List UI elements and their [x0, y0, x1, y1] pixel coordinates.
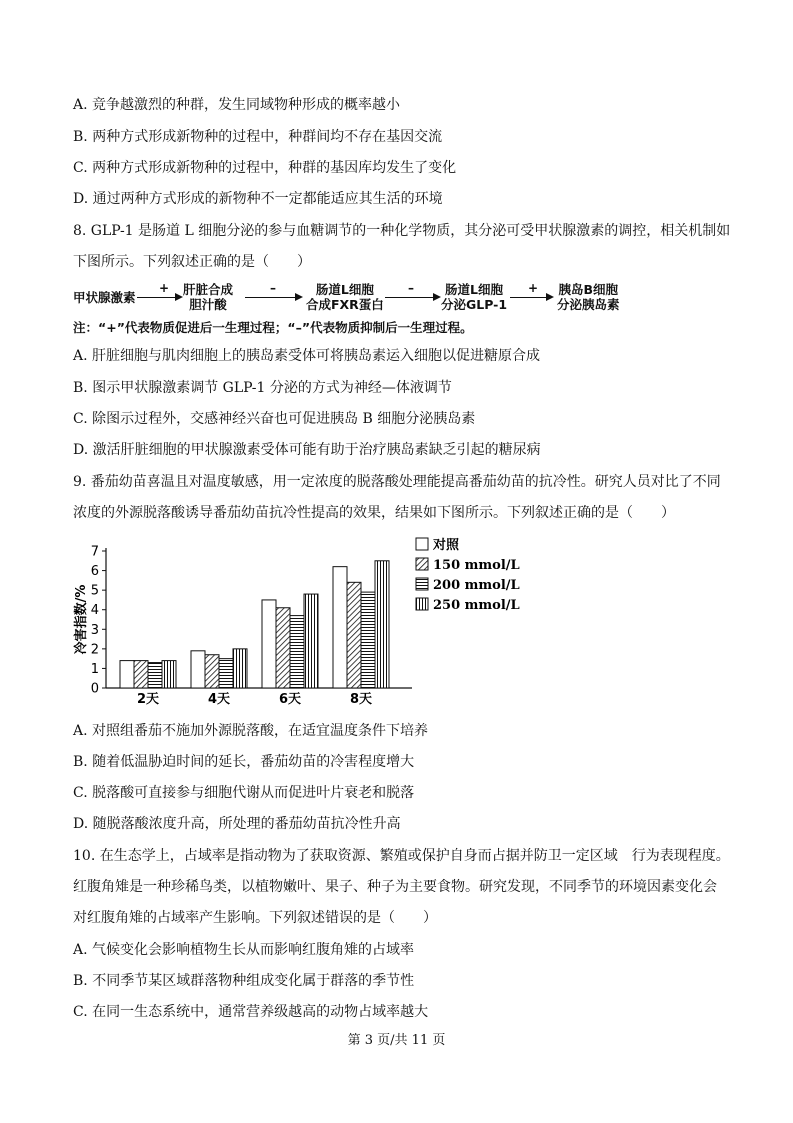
bar — [290, 616, 304, 688]
legend-swatch — [416, 558, 428, 570]
chart-plot-area — [73, 537, 520, 707]
flow-sign-3: – — [408, 281, 414, 295]
bar — [375, 561, 389, 688]
bar — [191, 651, 205, 688]
legend-label: 对照 — [433, 538, 460, 553]
flow-sign-1: + — [159, 281, 170, 295]
y-tick-label: 1 — [90, 661, 99, 677]
y-tick-label: 0 — [90, 681, 99, 697]
flow-node-islet-b-cell-line2: 分泌胰岛素 — [557, 297, 620, 312]
q8-stem-line2: 下图所示。下列叙述正确的是（ ） — [73, 254, 311, 270]
x-tick-label: 6天 — [278, 692, 302, 707]
y-tick-label: 5 — [90, 583, 99, 599]
flow-arrow-1 — [137, 297, 181, 298]
flow-node-l-cell-glp1-line2: 分泌GLP-1 — [441, 297, 508, 312]
legend-label: 250 mmol/L — [433, 598, 520, 613]
q7-option-c: C. 两种方式形成新物种的过程中，种群的基因库均发生了变化 — [73, 160, 457, 176]
q8-note: 注：“+”代表物质促进后一生理过程；“–”代表物质抑制后一生理过程。 — [73, 320, 473, 335]
q9-option-b: B. 随着低温胁迫时间的延长，番茄幼苗的冷害程度增大 — [73, 754, 415, 770]
bar — [233, 649, 247, 688]
q10-option-c: C. 在同一生态系统中，通常营养级越高的动物占域率越大 — [73, 1004, 429, 1020]
y-tick-label: 4 — [90, 603, 99, 619]
q10-stem-line1: 10. 在生态学上，占域率是指动物为了获取资源、繁殖或保护自身而占据并防卫一定区域 行为表现程度。 — [73, 848, 730, 864]
legend-swatch — [416, 538, 428, 550]
y-tick-label: 6 — [90, 564, 99, 580]
bar — [134, 661, 148, 688]
flow-node-l-cell-glp1-line1: 肠道L细胞 — [445, 282, 504, 297]
q10-option-a: A. 气候变化会影响植物生长从而影响红腹角雉的占域率 — [73, 942, 415, 958]
x-tick-label: 8天 — [349, 692, 373, 707]
q7-option-d: D. 通过两种方式形成的新物种不一定都能适应其生活的环境 — [73, 191, 443, 207]
q10-stem-line2: 红腹角雉是一种珍稀鸟类，以植物嫩叶、果子、种子为主要食物。研究发现，不同季节的环境因素变化会 — [73, 879, 717, 895]
q8-option-a: A. 肝脏细胞与肌肉细胞上的胰岛素受体可将胰岛素运入细胞以促进糖原合成 — [73, 348, 541, 364]
flow-sign-2: – — [270, 281, 276, 295]
y-tick-label: 3 — [90, 622, 99, 638]
legend-label: 200 mmol/L — [433, 578, 520, 593]
q8-flow-diagram — [73, 282, 733, 314]
flow-arrow-3 — [385, 297, 439, 298]
q7-option-a: A. 竞争越激烈的种群，发生同域物种形成的概率越小 — [73, 97, 401, 113]
flow-node-islet-b-cell — [557, 282, 620, 312]
legend-swatch — [416, 598, 428, 610]
legend-swatch — [416, 578, 428, 590]
y-tick-label: 2 — [90, 642, 99, 658]
flow-node-liver-line2: 胆汁酸 — [189, 297, 227, 312]
flow-node-islet-b-cell-line1: 胰岛B细胞 — [558, 282, 619, 297]
bar — [347, 582, 361, 688]
q10-stem-line3: 对红腹角雉的占域率产生影响。下列叙述错误的是（ ） — [73, 910, 437, 926]
q8-stem-line1: 8. GLP-1 是肠道 L 细胞分泌的参与血糖调节的一种化学物质，其分泌可受甲状腺激素的调控，相关机制如 — [73, 223, 731, 239]
bar — [205, 655, 219, 688]
flow-arrow-4 — [510, 297, 552, 298]
y-tick-label: 7 — [90, 544, 99, 560]
legend-label: 150 mmol/L — [433, 558, 520, 573]
flow-node-l-cell-glp1 — [441, 282, 507, 312]
flow-node-l-cell-fxr — [306, 282, 384, 312]
x-tick-label: 4天 — [207, 692, 231, 707]
bar — [120, 661, 134, 688]
bar — [262, 600, 276, 688]
q8-option-c: C. 除图示过程外，交感神经兴奋也可促进胰岛 B 细胞分泌胰岛素 — [73, 411, 476, 427]
flow-node-l-cell-fxr-line1: 肠道L细胞 — [315, 282, 374, 297]
bar — [276, 608, 290, 688]
flow-node-l-cell-fxr-line2: 合成FXR蛋白 — [306, 297, 384, 312]
flow-node-liver — [183, 282, 233, 312]
q8-option-b: B. 图示甲状腺激素调节 GLP-1 分泌的方式为神经—体液调节 — [73, 380, 452, 396]
bar — [162, 661, 176, 688]
page-footer: 第 3 页/共 11 页 — [347, 1033, 446, 1048]
q9-bar-chart — [73, 530, 533, 712]
bar — [304, 594, 318, 688]
q9-option-c: C. 脱落酸可直接参与细胞代谢从而促进叶片衰老和脱落 — [73, 785, 415, 801]
bar — [219, 659, 233, 688]
flow-arrow-2 — [245, 297, 301, 298]
flow-node-liver-line1: 肝脏合成 — [183, 282, 234, 297]
x-tick-label: 2天 — [136, 692, 160, 707]
q9-stem-line1: 9. 番茄幼苗喜温且对温度敏感，用一定浓度的脱落酸处理能提高番茄幼苗的抗冷性。研究人员对比了不同 — [73, 474, 721, 490]
y-axis-label: 冷害指数/% — [74, 584, 89, 655]
bar — [333, 567, 347, 688]
flow-sign-4: + — [528, 281, 539, 295]
bar — [148, 663, 162, 688]
bar — [361, 592, 375, 688]
q9-option-a: A. 对照组番茄不施加外源脱落酸，在适宜温度条件下培养 — [73, 723, 429, 739]
flow-node-thyroid-hormone: 甲状腺激素 — [73, 290, 136, 305]
q7-option-b: B. 两种方式形成新物种的过程中，种群间均不存在基因交流 — [73, 129, 443, 145]
q9-stem-line2: 浓度的外源脱落酸诱导番茄幼苗抗冷性提高的效果，结果如下图所示。下列叙述正确的是（ ） — [73, 505, 675, 521]
q9-option-d: D. 随脱落酸浓度升高，所处理的番茄幼苗抗冷性升高 — [73, 816, 401, 832]
q8-option-d: D. 激活肝脏细胞的甲状腺激素受体可能有助于治疗胰岛素缺乏引起的糖尿病 — [73, 442, 541, 458]
q10-option-b: B. 不同季节某区域群落物种组成变化属于群落的季节性 — [73, 973, 415, 989]
